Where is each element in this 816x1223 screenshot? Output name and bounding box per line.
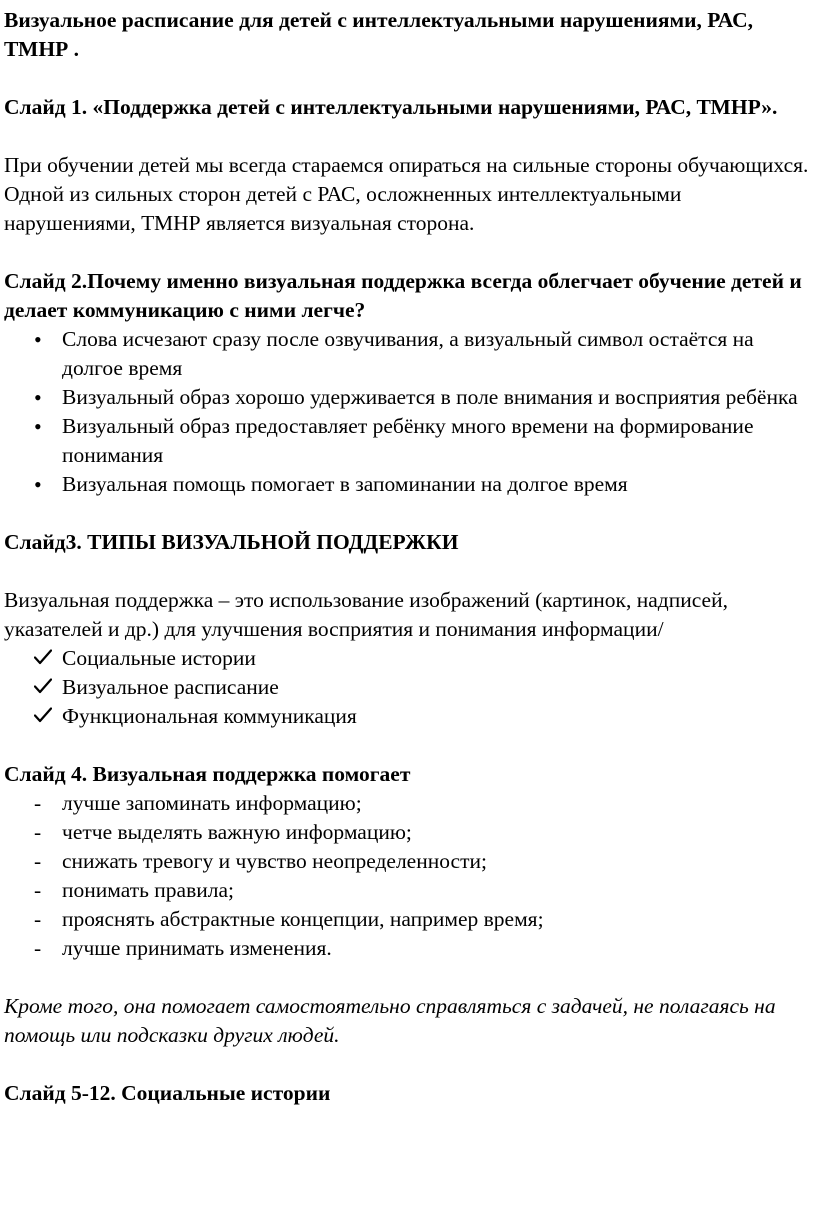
list-item-text: лучше принимать изменения. bbox=[62, 936, 332, 960]
list-item-text: лучше запоминать информацию; bbox=[62, 791, 362, 815]
slide5-12-heading: Слайд 5-12. Социальные истории bbox=[4, 1081, 331, 1105]
list-item-text: прояснять абстрактные концепции, например время; bbox=[62, 907, 544, 931]
slide1-text: При обучении детей мы всегда стараемся опираться на сильные стороны обучающихся. Одной из сильных сторон детей с РАС, осложненных интеллектуальными нарушениями, ТМНР является визуальная сторона. bbox=[4, 153, 809, 235]
list-item bbox=[4, 673, 816, 702]
list-item-text: четче выделять важную информацию; bbox=[62, 820, 412, 844]
list-item bbox=[4, 934, 816, 963]
dash-icon: - bbox=[34, 820, 42, 844]
list-item bbox=[4, 383, 816, 412]
dash-icon: - bbox=[34, 791, 42, 815]
slide3-text: Визуальная поддержка – это использование изображений (картинок, надписей, указателей и др.) для улучшения восприятия и понимания информации/ bbox=[4, 588, 728, 641]
list-item bbox=[4, 470, 816, 499]
slide1-heading: Слайд 1. «Поддержка детей с интеллектуальными нарушениями, РАС, ТМНР». bbox=[4, 95, 778, 119]
dash-icon: - bbox=[34, 907, 42, 931]
list-item bbox=[4, 876, 816, 905]
list-item-text: снижать тревогу и чувство неопределенности; bbox=[62, 849, 487, 873]
bullet-icon: • bbox=[34, 472, 42, 497]
list-item bbox=[4, 644, 816, 673]
list-item bbox=[4, 325, 816, 383]
checkmark-icon bbox=[34, 702, 58, 723]
list-item bbox=[4, 905, 816, 934]
list-item-text: понимать правила; bbox=[62, 878, 234, 902]
checkmark-icon bbox=[34, 673, 58, 694]
dash-icon: - bbox=[34, 849, 42, 873]
bullet-icon: • bbox=[34, 327, 42, 352]
slide4-note: Кроме того, она помогает самостоятельно справляться с задачей, не полагаясь на помощь или подсказки других людей. bbox=[4, 994, 776, 1047]
slide3-check-list bbox=[4, 644, 816, 731]
list-item bbox=[4, 702, 816, 731]
list-item-text: Слова исчезают сразу после озвучивания, а визуальный символ остаётся на долгое время bbox=[62, 327, 754, 380]
list-item-text: Социальные истории bbox=[62, 646, 256, 670]
list-item-text: Функциональная коммуникация bbox=[62, 704, 357, 728]
slide2-heading: Слайд 2.Почему именно визуальная поддержка всегда облегчает обучение детей и делает коммуникацию с ними легче? bbox=[4, 269, 802, 322]
checkmark-icon bbox=[34, 644, 58, 665]
list-item bbox=[4, 412, 816, 470]
bullet-icon: • bbox=[34, 414, 42, 439]
dash-icon: - bbox=[34, 936, 42, 960]
list-item-text: Визуальный образ предоставляет ребёнку много времени на формирование понимания bbox=[62, 414, 754, 467]
slide3-heading: Слайд3. ТИПЫ ВИЗУАЛЬНОЙ ПОДДЕРЖКИ bbox=[4, 530, 459, 554]
dash-icon: - bbox=[34, 878, 42, 902]
list-item bbox=[4, 818, 816, 847]
slide4-heading: Слайд 4. Визуальная поддержка помогает bbox=[4, 762, 411, 786]
bullet-icon: • bbox=[34, 385, 42, 410]
document-title: Визуальное расписание для детей с интеллектуальными нарушениями, РАС, ТМНР . bbox=[4, 8, 754, 61]
list-item-text: Визуальная помощь помогает в запоминании на долгое время bbox=[62, 472, 628, 496]
slide2-bullet-list bbox=[4, 325, 816, 499]
list-item bbox=[4, 847, 816, 876]
list-item-text: Визуальное расписание bbox=[62, 675, 279, 699]
slide4-dash-list bbox=[4, 789, 816, 963]
list-item-text: Визуальный образ хорошо удерживается в поле внимания и восприятия ребёнка bbox=[62, 385, 798, 409]
list-item bbox=[4, 789, 816, 818]
